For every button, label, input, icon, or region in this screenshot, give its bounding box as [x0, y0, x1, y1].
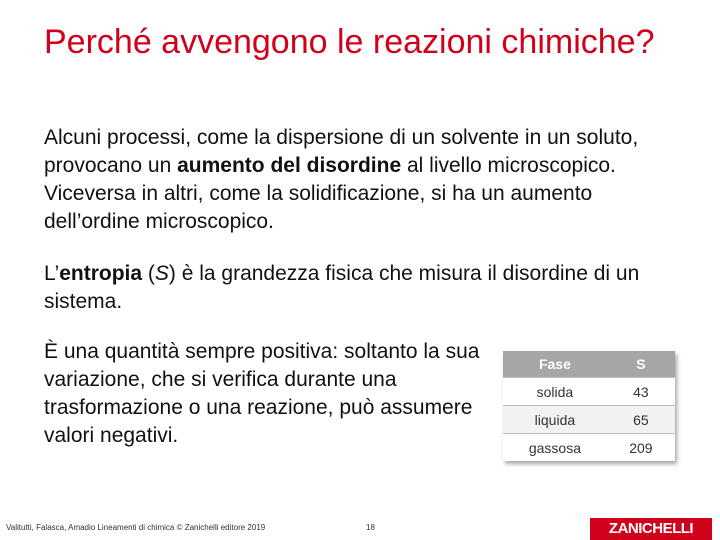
p2-symbol: S — [154, 262, 169, 285]
table-header-row — [503, 351, 675, 378]
page-number: 18 — [366, 523, 375, 532]
paragraph-positive: È una quantità sempre positiva: soltanto la sua variazione, che si verifica durante una trasformazione o una reazione, può assumere valori negativi. — [44, 340, 480, 447]
p1-text-a: Alcuni processi, come la dispersione di un solvente in un soluto, provocano un — [44, 126, 639, 177]
table-row — [503, 378, 675, 406]
slide-title: Perché avvengono le reazioni chimiche? — [44, 23, 655, 61]
table-row — [503, 434, 675, 462]
p1-text-c: al livello microscopico. Viceversa in altri, come la solidificazione, si ha un aumento dell’ordine microscopico. — [44, 154, 616, 233]
entropy-table-grid — [503, 351, 675, 461]
table-cell-s: 65 — [607, 406, 675, 434]
table-header-phase: Fase — [503, 351, 607, 378]
publisher-logo: ZANICHELLI — [590, 518, 712, 540]
table-cell-phase: gassosa — [503, 434, 607, 462]
entropy-table — [503, 351, 675, 461]
p2-text-e: ) è la grandezza fisica che misura il disordine di un sistema. — [44, 262, 640, 313]
paragraph-disorder — [44, 124, 684, 236]
p2-text-c: ( — [142, 262, 155, 285]
paragraph-entropy — [44, 260, 684, 316]
table-header-s: S — [607, 351, 675, 378]
table-cell-s: 209 — [607, 434, 675, 462]
footer-credit: Valitutti, Falasca, Amadio Lineamenti di chimica © Zanichelli editore 2019 — [6, 523, 266, 532]
table-cell-phase: liquida — [503, 406, 607, 434]
p2-text-a: L’ — [44, 262, 60, 285]
p2-entropy-term: entropia — [59, 262, 143, 285]
table-row — [503, 406, 675, 434]
table-cell-s: 43 — [607, 378, 675, 406]
table-cell-phase: solida — [503, 378, 607, 406]
p1-emphasis: aumento del disordine — [177, 154, 402, 177]
